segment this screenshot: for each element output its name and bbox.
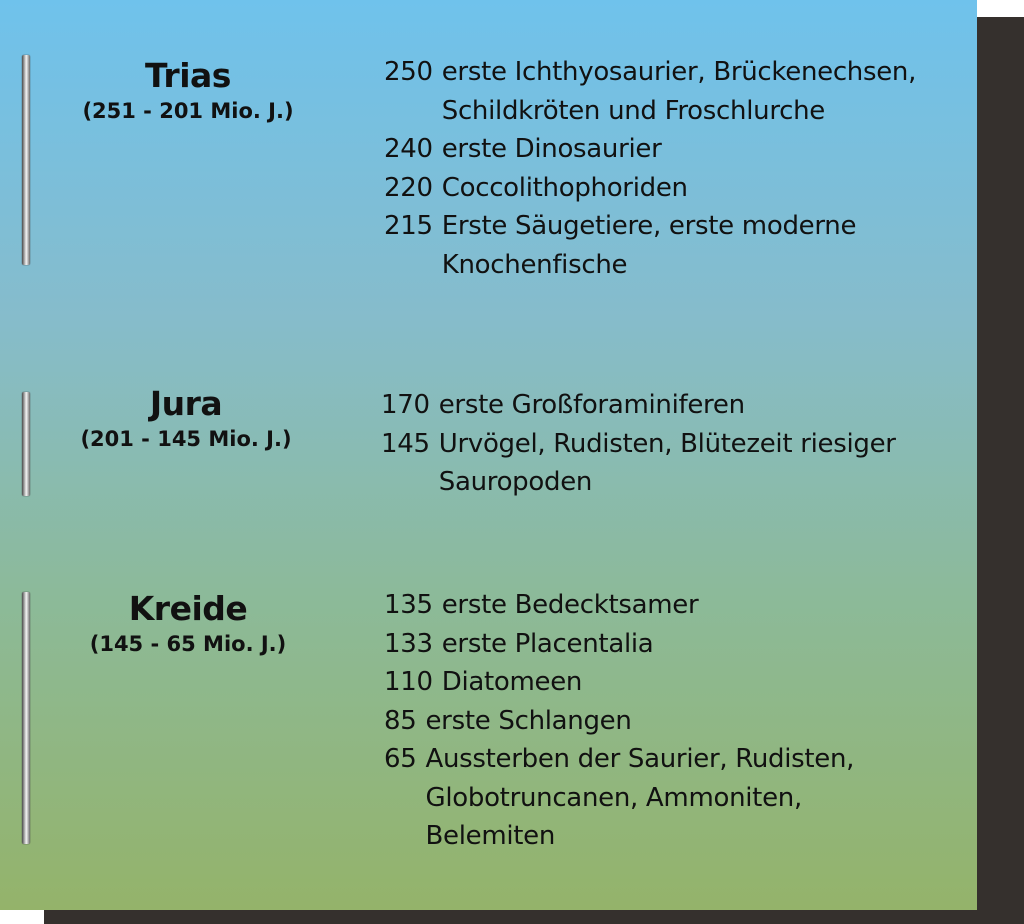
event-item [381, 425, 896, 502]
event-item [384, 586, 854, 625]
event-text: erste Bedecktsamer [441, 590, 699, 620]
event-age: 110 [384, 667, 433, 697]
event-text: erste Schlangen [425, 705, 632, 736]
event-text: Coccolithophoriden [441, 172, 688, 203]
event-item [384, 740, 854, 856]
event-item [384, 663, 854, 702]
period-heading [38, 384, 334, 454]
period-range: (251 - 201 Mio. J.) [82, 99, 294, 123]
period-heading [40, 589, 336, 659]
event-list [384, 586, 854, 856]
period-marker-bar [22, 592, 30, 844]
event-age: 240 [384, 134, 433, 164]
event-text: Erste Säugetiere, erste moderne [441, 211, 857, 241]
event-text: Knochenfische [441, 249, 628, 280]
event-age: 250 [384, 57, 433, 87]
event-text: Globotruncanen, Ammoniten, [425, 782, 802, 813]
period-name: Trias [145, 56, 231, 95]
event-age: 85 [384, 705, 417, 736]
period-marker-bar [22, 55, 30, 265]
event-item [384, 625, 854, 664]
period-name: Kreide [128, 589, 248, 628]
event-text: Aussterben der Saurier, Rudisten, [425, 744, 855, 774]
event-text: erste Dinosaurier [441, 134, 662, 164]
period-range: (201 - 145 Mio. J.) [80, 427, 292, 451]
period-name: Jura [149, 384, 223, 423]
event-item [381, 386, 896, 425]
event-text: erste Ichthyosaurier, Brückenechsen, [441, 57, 917, 87]
period-range: (145 - 65 Mio. J.) [89, 632, 287, 656]
event-item [384, 702, 854, 741]
period-marker-bar [22, 392, 30, 496]
event-list [381, 386, 896, 502]
event-text: Diatomeen [441, 667, 583, 697]
event-text: Sauropoden [438, 467, 593, 497]
event-age: 65 [384, 744, 417, 774]
event-age: 135 [384, 590, 433, 620]
event-item [384, 207, 916, 284]
event-age: 133 [384, 628, 433, 659]
event-text: Schildkröten und Froschlurche [441, 95, 826, 126]
event-age: 220 [384, 172, 433, 203]
event-age: 145 [381, 428, 430, 459]
event-text: Urvögel, Rudisten, Blütezeit riesiger [438, 428, 896, 459]
event-list [384, 53, 916, 284]
event-text: Belemiten [425, 821, 556, 851]
event-item [384, 169, 916, 208]
event-item [384, 130, 916, 169]
event-age: 170 [381, 390, 430, 420]
event-text: erste Großforaminiferen [438, 390, 745, 420]
event-item [384, 53, 916, 130]
event-text: erste Placentalia [441, 628, 654, 659]
event-age: 215 [384, 211, 433, 241]
period-heading [40, 56, 336, 126]
